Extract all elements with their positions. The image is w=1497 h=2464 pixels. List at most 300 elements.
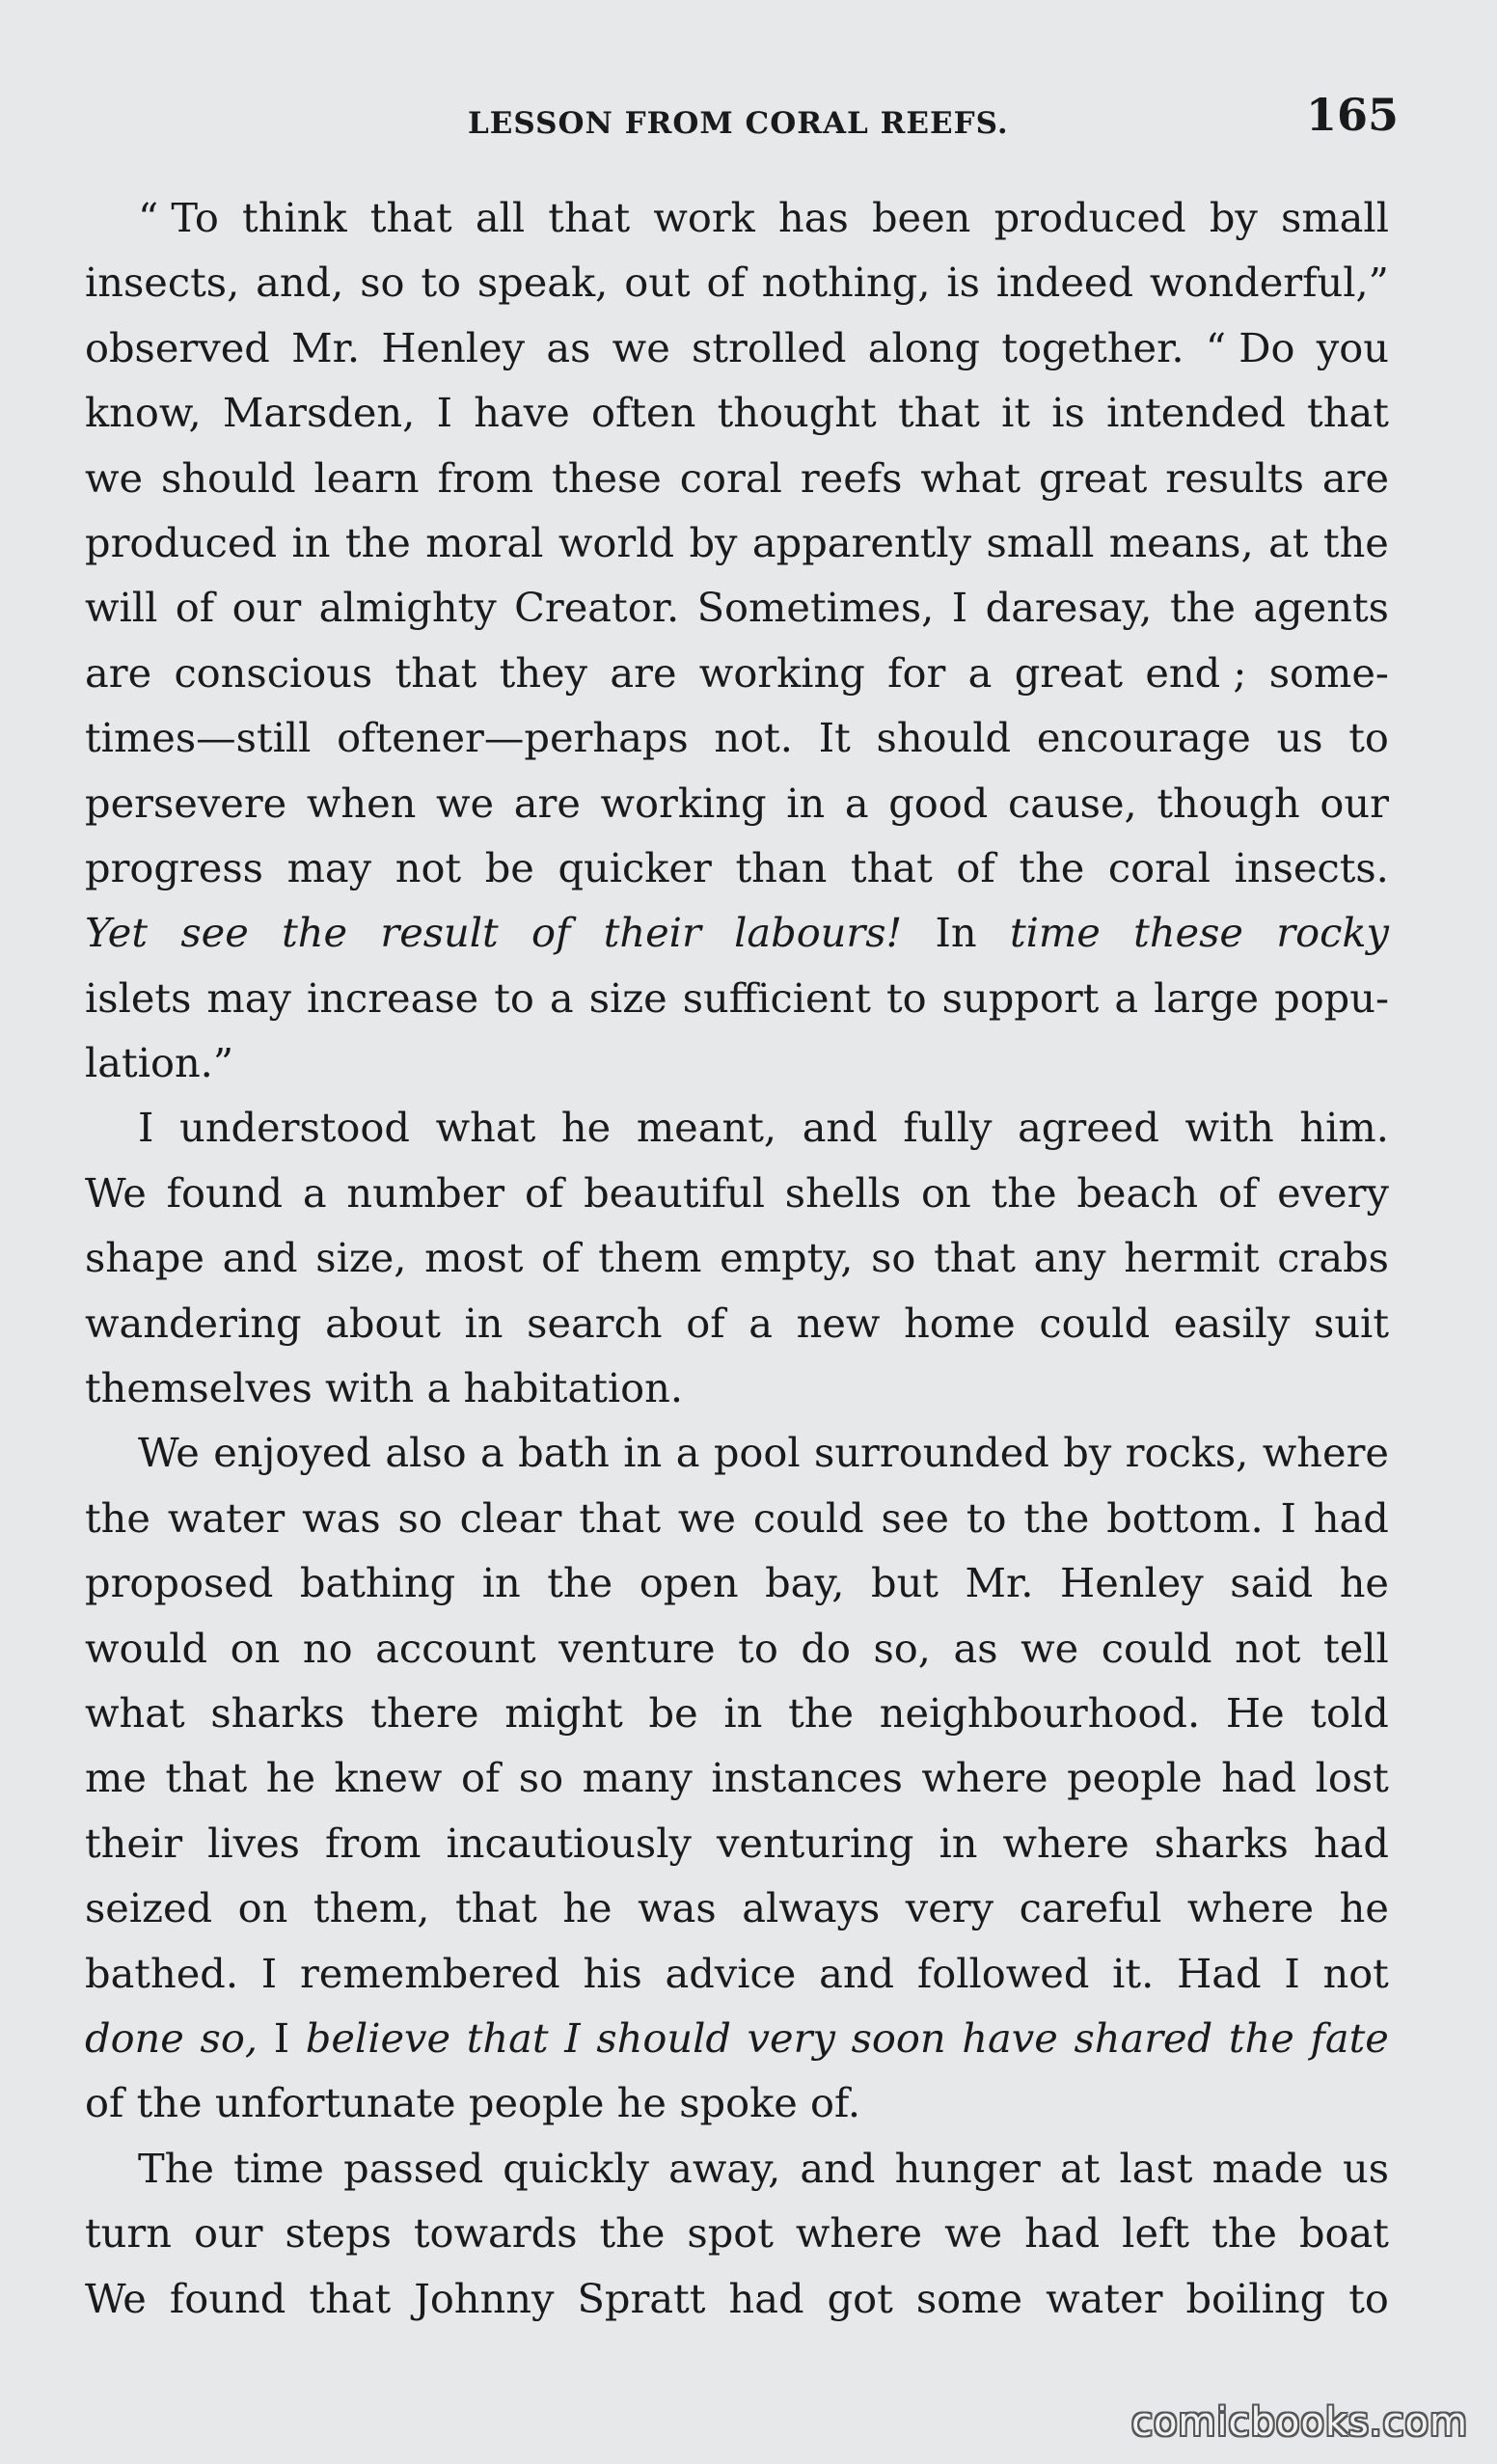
word: that [897,389,980,437]
word: We [85,2274,147,2322]
word: world [558,518,675,566]
word: “ Do [1205,323,1295,371]
word: them [598,1234,702,1282]
word: had [1024,2209,1101,2258]
word: In [935,909,977,957]
word: about [325,1299,441,1347]
word: some [915,2274,1023,2322]
word: Henley [1060,1559,1204,1607]
word: and [819,1949,895,1997]
text-line [85,1030,1389,1095]
word: had [1221,1754,1297,1802]
text-line [85,1355,1389,1420]
word: very [905,1884,994,1932]
word: out [624,259,691,307]
word: of [460,1754,501,1802]
word: spoke [679,2079,798,2127]
word: by [1063,1429,1112,1477]
word: meant, [636,1104,777,1152]
word: any [1033,1234,1106,1282]
word: every [1277,1168,1389,1217]
word: is [946,259,980,307]
text-line [85,1486,1389,1550]
text-line [85,380,1389,445]
word: steps [285,2209,392,2258]
word: their [85,1819,183,1867]
word: produced [993,194,1186,241]
word: wandering [85,1299,302,1347]
word: instances [711,1754,903,1802]
word: good [888,779,989,827]
word: He [1225,1688,1285,1737]
word: number [346,1168,505,1217]
word: a [967,648,993,697]
word: tell [1323,1624,1389,1672]
word: shells [784,1168,902,1217]
word: these [552,453,662,502]
text-line [85,1941,1389,2006]
word: that [165,1754,248,1802]
word: beautiful [584,1168,765,1217]
word: see [180,909,249,957]
word: and [802,1104,878,1152]
word: are [85,648,152,697]
word: we [612,323,670,371]
text-line [85,1225,1389,1290]
word: know, [85,389,202,437]
word: what [920,453,1021,502]
word: last [1119,2144,1193,2192]
word: told [1310,1688,1389,1737]
word: in [291,518,331,566]
word: the [788,1688,855,1737]
word: seized [85,1884,213,1932]
word: persevere [85,779,287,827]
word: his [583,1949,642,1997]
word: shared [1074,2013,1213,2062]
word: in [939,1819,978,1867]
word: so, [873,1624,931,1672]
word: oftener—perhaps [337,714,689,762]
word: that [850,843,933,891]
word: wonderful,” [1149,259,1389,307]
word: Yet [85,909,149,957]
word: Creator. [514,584,680,632]
word: account [375,1624,536,1672]
word: clear [459,1493,562,1542]
word: to [885,973,927,1022]
word: than [735,843,828,891]
word: left [1122,2209,1190,2258]
page-number: 165 [1305,89,1399,141]
word: people [468,2079,605,2127]
word: to [1348,714,1389,762]
text-line [85,1161,1389,1225]
word: that [934,1234,1016,1282]
word: should [876,714,1012,762]
word: our [193,2209,263,2258]
word: often [591,389,696,437]
word: surrounded [814,1429,1049,1477]
word: remembered [299,1949,560,1997]
word: should [161,453,296,502]
word: water [167,1493,286,1542]
text-line [85,1875,1389,1940]
word: passed [343,2144,484,2192]
word: We [138,1429,200,1477]
word: neighbourhood. [879,1688,1201,1737]
body-text [85,185,1389,2331]
word: always [742,1884,881,1932]
word: great [1038,453,1148,502]
word: have [962,2013,1058,2062]
word: that [309,2274,392,2322]
word: in [723,1688,763,1737]
word: thought [717,389,877,437]
word: and [800,2144,876,2192]
word: time [233,2144,324,2192]
word: also [385,1429,467,1477]
word: but [871,1559,939,1607]
word: that [548,194,631,241]
word: be [648,1688,698,1737]
word: new [796,1299,881,1347]
text-line [85,510,1389,575]
word: bottom. [1106,1493,1264,1542]
word: popu- [1274,973,1389,1022]
word: he [1339,1559,1389,1607]
word: he [616,2079,667,2127]
word: quickly [503,2144,649,2192]
word: got [827,2274,893,2322]
word: labours! [734,909,903,957]
word: Johnny [414,2274,555,2322]
word: the [1322,518,1389,566]
word: Had [1177,1949,1262,1997]
word: all [475,194,526,241]
text-line [85,2136,1389,2201]
word: the [1023,1493,1090,1542]
word: not [1235,1624,1301,1672]
word: moral [425,518,544,566]
word: search [527,1299,663,1347]
word: away, [668,2144,781,2192]
word: empty, [720,1234,854,1282]
watermark: comicbooks.com [1130,2400,1468,2445]
word: advice [665,1949,797,1997]
word: We [85,1168,147,1217]
word: lost [1315,1754,1389,1802]
word: bathing [299,1559,456,1607]
text-line [85,1291,1389,1355]
word: when [306,779,417,827]
word: work [653,194,755,241]
word: means, [1108,518,1254,566]
word: I [564,2013,581,2062]
word: result [380,909,499,957]
text-line [85,1811,1389,1875]
word: of [956,843,995,891]
word: easily [1173,1299,1291,1347]
word: of [531,909,571,957]
word: may [206,973,291,1022]
word: said [1230,1559,1314,1607]
word: hunger [894,2144,1041,2192]
word: cause, [1007,779,1137,827]
word: to [1348,2274,1389,2322]
word: so [360,259,405,307]
word: knew [334,1754,443,1802]
word: almighty [318,584,497,632]
word: to [738,1624,778,1672]
word: coral [679,453,782,502]
word: he [1339,1884,1389,1932]
word: these [1133,909,1243,957]
word: I [138,1104,154,1152]
word: I [273,2013,290,2062]
word: we [677,1493,736,1542]
word: boat [1298,2209,1389,2258]
text-line [85,966,1389,1030]
word: people [1067,1754,1203,1802]
word: size [588,973,667,1022]
word: indeed [995,259,1134,307]
word: Spratt [577,2274,706,2322]
word: lives [207,1819,300,1867]
text-line [85,835,1389,900]
word: daresay, [985,584,1153,632]
word: with [325,1364,415,1412]
word: will [85,584,158,632]
word: and [222,1234,298,1282]
word: It [818,714,851,762]
word: of [541,1234,581,1282]
word: habitation. [463,1364,684,1412]
word: the [282,909,348,957]
text-line [85,641,1389,705]
word: insects. [1234,843,1389,891]
word: it [1001,389,1031,437]
word: conscious [174,648,373,697]
text-line [85,2006,1389,2070]
word: as [546,323,591,371]
word: of. [810,2079,861,2127]
word: it. [1112,1949,1155,1997]
word: increase [306,973,479,1022]
running-head: LESSON FROM CORAL REEFS. [468,106,1009,141]
word: together. [1001,323,1184,371]
word: enjoyed [213,1429,371,1477]
word: I [1284,1949,1300,1997]
word: small [1281,194,1389,241]
word: working [698,648,865,697]
word: by [1209,194,1258,241]
word: we [85,453,144,502]
word: rocks, [1125,1429,1249,1477]
word: we [436,779,495,827]
text-line [85,900,1389,965]
word: should [596,2013,731,2062]
word: that [1307,389,1389,437]
word: reefs [800,453,903,502]
word: rocky [1276,909,1389,957]
word: fully [903,1104,993,1152]
word: home [904,1299,1016,1347]
word: on [230,1624,281,1672]
word: progress [85,843,263,891]
text-line [85,185,1389,250]
word: understood [179,1104,410,1152]
word: that [454,1884,537,1932]
word: that [466,2013,549,2062]
word: sharks [1154,1819,1289,1867]
word: are [513,779,581,827]
word: bath [518,1429,610,1477]
word: me [85,1754,147,1802]
word: what [435,1104,536,1152]
word: The [138,2144,214,2192]
word: fate [1310,2013,1389,2062]
word: “ To [138,194,219,241]
word: agreed [1018,1104,1159,1152]
word: apparently [751,518,972,566]
word: working [600,779,767,827]
word: Henley [381,323,526,371]
word: large [1154,973,1260,1022]
word: has [778,194,849,241]
word: not [1322,1949,1389,1997]
word: beach [1076,1168,1199,1217]
word: our [231,584,302,632]
word: where [921,1754,1048,1802]
text-line [85,1095,1389,1160]
word: times—still [85,714,312,762]
word: where [1262,1429,1389,1477]
word: quicker [558,843,712,891]
word: a [426,1364,451,1412]
word: so [397,1493,443,1542]
word: end ; [1145,648,1247,697]
word: along [867,323,981,371]
word: themselves [85,1364,313,1412]
word: not. [714,714,793,762]
word: of [686,1299,725,1347]
word: as [953,1624,998,1672]
word: are [610,648,677,697]
text-line [85,315,1389,380]
text-line [85,1681,1389,1745]
word: found [169,2274,286,2322]
word: that [579,1493,662,1542]
word: suit [1314,1299,1389,1347]
word: insects, [85,259,240,307]
word: could [1101,1624,1212,1672]
word: Mr. [965,1559,1034,1607]
word: proposed [85,1559,274,1607]
word: size, [315,1234,407,1282]
word: crabs [1277,1234,1389,1282]
word: that [395,648,477,697]
word: Sometimes, [696,584,935,632]
word: believe [305,2013,451,2062]
word: intended [1106,389,1286,437]
word: unfortunate [214,2079,456,2127]
word: I [1280,1493,1296,1542]
word: venture [558,1624,716,1672]
word: the [136,2079,203,2127]
word: the [1019,843,1085,891]
word: he [265,1754,316,1802]
word: incautiously [446,1819,692,1867]
text-line [85,250,1389,315]
word: a [844,779,869,827]
word: where [1186,1884,1315,1932]
word: I [436,389,453,437]
word: strolled [692,323,847,371]
word: encourage [1036,714,1251,762]
word: from [437,453,534,502]
word: spot [687,2209,774,2258]
word: been [871,194,971,241]
word: for [887,648,946,697]
word: many [582,1754,693,1802]
word: made [1211,2144,1323,2192]
word: you [1316,323,1389,371]
word: he [560,1104,612,1152]
word: had [1313,1493,1389,1542]
word: great [1014,648,1124,697]
word: coral [1107,843,1211,891]
word: results [1165,453,1304,502]
word: us [1342,2144,1389,2192]
word: what [85,1688,185,1737]
word: that [369,194,452,241]
word: might [504,1688,623,1737]
text-line [85,705,1389,770]
word: to [966,1493,1007,1542]
word: in [464,1299,504,1347]
word: so [518,1754,564,1802]
word: a [549,973,574,1022]
text-line [85,1420,1389,1485]
word: careful [1019,1884,1162,1932]
word: observed [85,323,270,371]
word: in [623,1429,663,1477]
text-line [85,1550,1389,1615]
word: learn [313,453,420,502]
word: us [1276,714,1323,762]
word: in [481,1559,521,1607]
word: the [344,518,411,566]
text-line [85,2201,1389,2265]
word: from [324,1819,422,1867]
word: at [1268,518,1309,566]
word: the [1211,2209,1277,2258]
word: of [85,2079,124,2127]
text-line [85,2070,1389,2135]
word: found [166,1168,284,1217]
word: agents [1253,584,1389,632]
word: their [603,909,701,957]
word: had [1313,1819,1389,1867]
word: in [786,779,826,827]
page-header [87,89,1399,156]
word: produced [85,518,278,566]
word: Marsden, [222,389,416,437]
word: islets [85,973,192,1022]
word: I [951,584,968,632]
word: our [1320,779,1389,827]
